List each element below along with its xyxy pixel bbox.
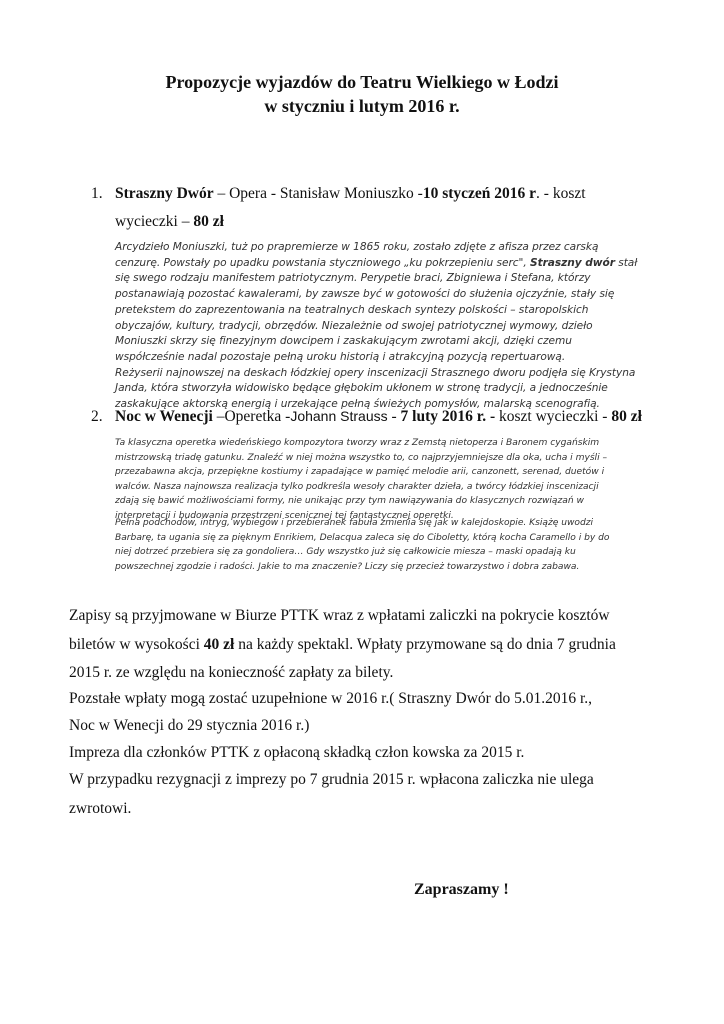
item-1-desc-line: się swego rodzaju manifestem patriotycznym. Perypetie braci, Zbigniewa i Stefana, którzy — [115, 272, 591, 285]
item-1-desc-text: stał — [614, 256, 638, 269]
item-2-number: 2. — [91, 408, 103, 425]
item-2-desc-line: Pełna podchodów, intryg, wybiegów i przebieranek fabuła zmienia się jak w kalejdoskopie. Książę uwodzi — [115, 518, 594, 528]
item-1-date: 10 styczeń 2016 r — [422, 185, 537, 202]
info-line-2 — [69, 636, 616, 654]
item-2-description-2 — [115, 516, 609, 574]
item-1-desc-line: Janda, która stworzyła widowisko będące głębokim ukłonem w stronę tradycji, a jednocześnie — [115, 382, 608, 395]
item-1-cost-label: wycieczki – — [115, 213, 194, 230]
item-2-composer: Johann Strauss — [290, 408, 388, 424]
item-2-desc-line: Barbarę, ta ugania się za pięknym Enrikiem, Delacqua zaleca się do Ciboletty, którą kocha Caramello i by do — [115, 532, 610, 543]
info-text: na każdy spektakl. Wpłaty przymowane są do dnia 7 grudnia — [234, 636, 616, 653]
info-line-8: zwrotowi. — [69, 800, 132, 817]
deposit-amount: 40 zł — [203, 636, 235, 653]
item-1-desc-line: Arcydzieło Moniuszki, tuż po prapremierze w 1865 roku, zostało zdjęte z afisza przez carską — [115, 241, 599, 253]
item-1-genre-composer: – Opera - Stanisław Moniuszko - — [213, 185, 423, 202]
item-1-desc-line: postanawiają pozostać kawalerami, by zawsze być w gotowości do służenia ojczyźnie, stały się — [115, 288, 615, 301]
item-2-desc-line: niej dotrzeć przebiera się za gondoliera… Gdy wszystko już się całkowicie miesza – maski opadają ku — [115, 547, 576, 558]
item-2-cost-label: koszt wycieczki - — [495, 408, 612, 425]
item-2-desc-line: zdają się bawić możliwościami formy, nie unikając przy tym nawiązywania do klasycznych rozwiązań w — [115, 496, 584, 507]
item-2-title: Noc w Wenecji — [115, 408, 213, 425]
item-2-desc-line: mistrzowską triadę gatunku. Znaleźć w niej można wszystko to, co najprzyjemniejsze dla oka, ucha i myśli – — [115, 452, 608, 463]
item-2-genre: –Operetka - — [212, 408, 291, 425]
item-2-separator: - — [387, 408, 401, 425]
info-line-3: 2015 r. ze względu na konieczność zapłaty za bilety. — [69, 664, 394, 681]
info-line-7: W przypadku rezygnacji z imprezy po 7 grudnia 2015 r. wpłacona zaliczka nie ulega — [69, 771, 594, 788]
document-title-line-1: Propozycje wyjazdów do Teatru Wielkiego w Łodzi — [165, 72, 559, 92]
info-text: biletów w wysokości — [69, 636, 204, 653]
item-1-cost: 80 zł — [193, 213, 224, 230]
item-1-desc-line: zaskakujące aktorską energią i urzekające pełną świeżych pomysłów, malarską scenografią. — [115, 398, 600, 411]
item-2-desc-line: interpretacji i budowania przestrzeni scenicznej tej fantastycznej operetki. — [115, 510, 454, 521]
item-1-desc-line — [115, 256, 637, 272]
item-2-cost: 80 zł — [611, 408, 642, 425]
item-2-description-1 — [115, 436, 607, 524]
closing-invitation: Zapraszamy ! — [414, 881, 509, 898]
item-2-desc-line: powszechnej zgodzie i radości. Jakie to ma znaczenie? Liczy się przecież towarzystwo i dobra zabawa. — [115, 561, 580, 572]
item-2-heading — [115, 408, 642, 426]
item-1-title: Straszny Dwór — [115, 185, 214, 202]
item-2-desc-line: przezabawna akcja, przepiękne kostiumy i zapadające w pamięć melodie arii, canzonett, serenad, duetów i — [115, 467, 605, 478]
item-1-desc-line: pretekstem do zaprezentowania na teatralnych deskach syntezy polskości – staropolskich — [115, 303, 589, 316]
document-title-line-2: w styczniu i lutym 2016 r. — [264, 96, 460, 116]
item-1-description — [115, 240, 637, 413]
item-1-desc-line: Moniuszki skrzy się finezyjnym dowcipem i zaskakującym zwrotami akcji, dzięki czemu — [115, 335, 572, 348]
item-1-cost-intro: . - koszt — [536, 185, 586, 202]
info-line-5: Noc w Wenecji do 29 stycznia 2016 r.) — [69, 717, 310, 734]
item-2-date: 7 luty 2016 r. - — [400, 408, 496, 425]
info-line-6: Impreza dla członków PTTK z opłaconą składką człon kowska za 2015 r. — [69, 744, 525, 761]
item-1-desc-line: Reżyserii najnowszej na deskach łódzkiej opery inscenizacji Strasznego dworu podjęła się Krystyna — [115, 366, 636, 379]
info-line-4: Pozstałe wpłaty mogą zostać uzupełnione w 2016 r.( Straszny Dwór do 5.01.2016 r., — [69, 690, 593, 707]
item-1-desc-line: obyczajów, kultury, tradycji, obrzędów. Niezależnie od swojej patriotycznej wymowy, dzieło — [115, 319, 593, 332]
item-1-desc-bold-title: Straszny dwór — [530, 256, 615, 269]
info-line-1: Zapisy są przyjmowane w Biurze PTTK wraz z wpłatami zaliczki na pokrycie kosztów — [69, 607, 610, 624]
item-1-desc-line: współcześnie nadal pozostaje pełną uroku historią i atrakcyjną pozycją repertuarową. — [115, 350, 566, 363]
item-1-cost-line — [115, 213, 224, 231]
item-2-desc-line: Ta klasyczna operetka wiedeńskiego kompozytora tworzy wraz z Zemstą nietoperza i Baronem cygańskim — [115, 438, 600, 448]
item-1-desc-text: cenzurę. Powstały po upadku powstania styczniowego „ku pokrzepieniu serc", — [115, 256, 531, 269]
item-1-number: 1. — [91, 185, 103, 202]
item-2-desc-line: walców. Nasza najnowsza realizacja tylko podkreśla wesoły charakter dzieła, a twórcy łódzkiej inscenizacji — [115, 481, 599, 492]
item-1-heading — [115, 185, 586, 203]
